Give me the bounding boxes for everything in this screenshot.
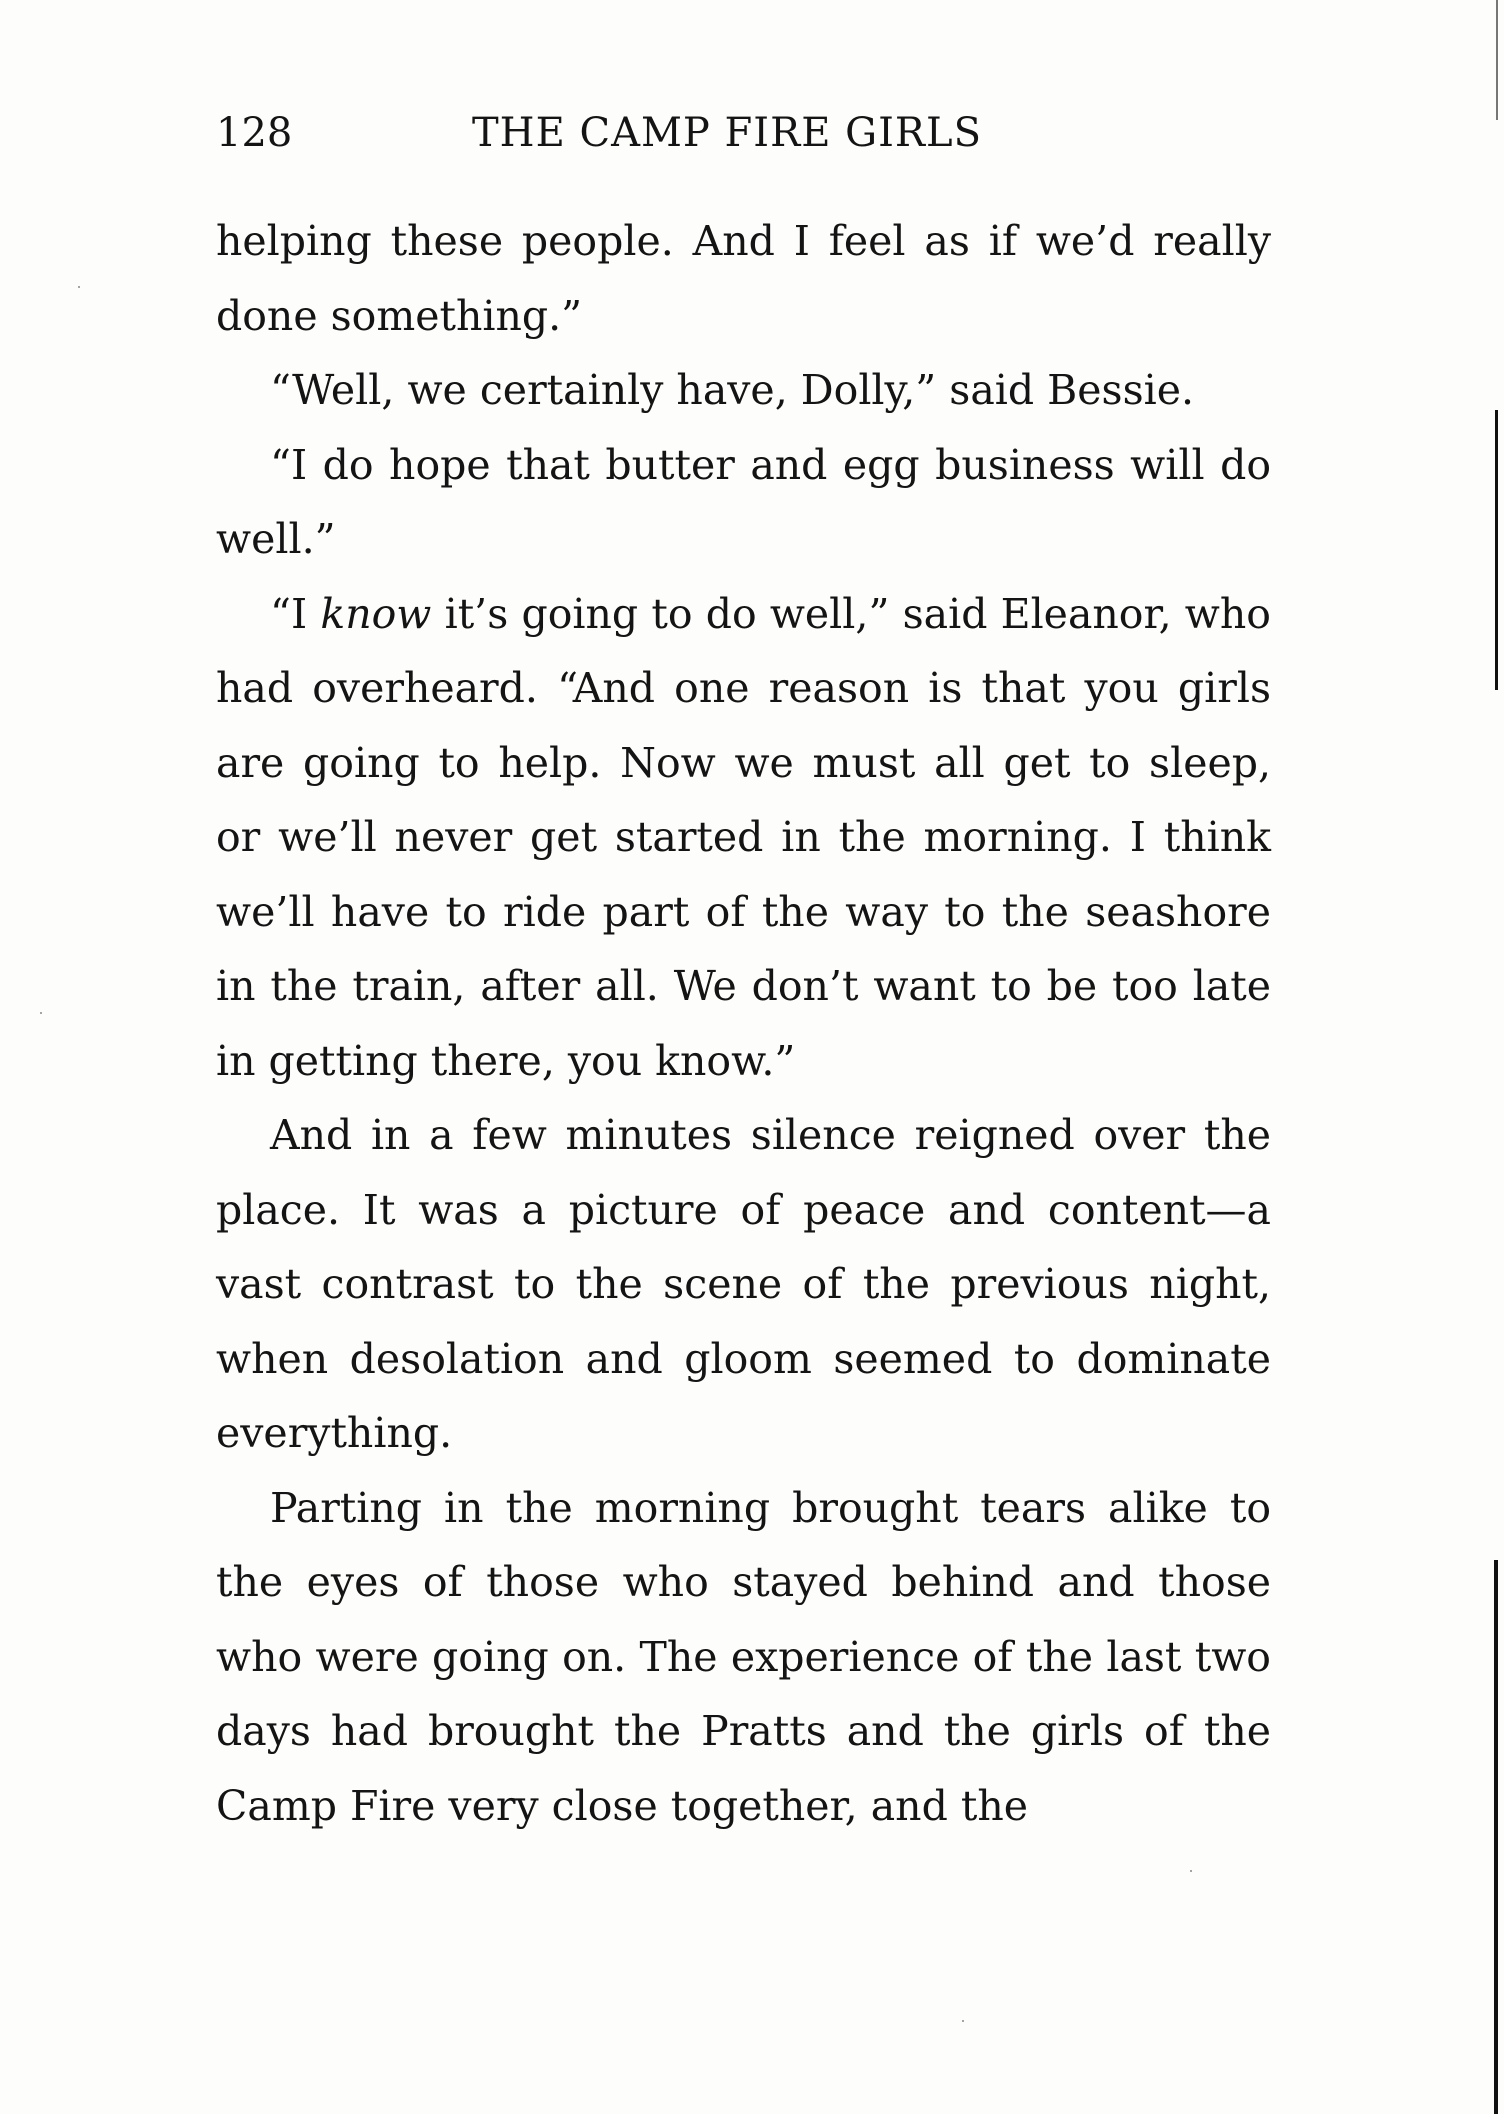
paragraph-5: And in a few minutes silence reigned over the place. It was a picture of peace and content—a vast contrast to the scene of the previous night, when desolation and gloom seemed to dominate everything. xyxy=(216,1111,1271,1457)
scan-edge-mark xyxy=(1494,1560,1498,2114)
scan-speck xyxy=(1190,1870,1192,1872)
scan-speck xyxy=(962,2020,964,2022)
paragraph-1: helping these people. And I feel as if we’d really done something.” xyxy=(216,217,1271,340)
paragraph-4 xyxy=(216,577,1271,1099)
paragraph-4-rest: it’s going to do well,” said Eleanor, who had overheard. “And one reason is that you girls are going to help. Now we must all get to sleep, or we’ll never get started in the morning. I think we’ll have to ride part of the way to the seashore in the train, after all. We don’t want to be too late in getting there, you know.” xyxy=(216,589,1271,1085)
book-title: THE CAMP FIRE GIRLS xyxy=(472,110,982,156)
emphasis-know: know xyxy=(320,589,432,638)
page-number: 128 xyxy=(216,110,293,156)
scan-edge-mark xyxy=(1496,0,1498,120)
running-head xyxy=(216,108,1271,158)
paragraph-4-start: “I xyxy=(270,589,321,638)
scan-edge-mark xyxy=(1495,410,1498,690)
scan-speck xyxy=(78,286,80,288)
paragraph-6: Parting in the morning brought tears alike to the eyes of those who stayed behind and those who were going on. The experience of the last two days had brought the Pratts and the girls of the Camp Fire very close together, and the xyxy=(216,1483,1271,1830)
paragraph-3: “I do hope that butter and egg business will do well.” xyxy=(216,440,1271,563)
body-text xyxy=(216,204,1271,1843)
paragraph-2: “Well, we certainly have, Dolly,” said Bessie. xyxy=(270,366,1195,414)
scan-speck xyxy=(40,1012,42,1014)
